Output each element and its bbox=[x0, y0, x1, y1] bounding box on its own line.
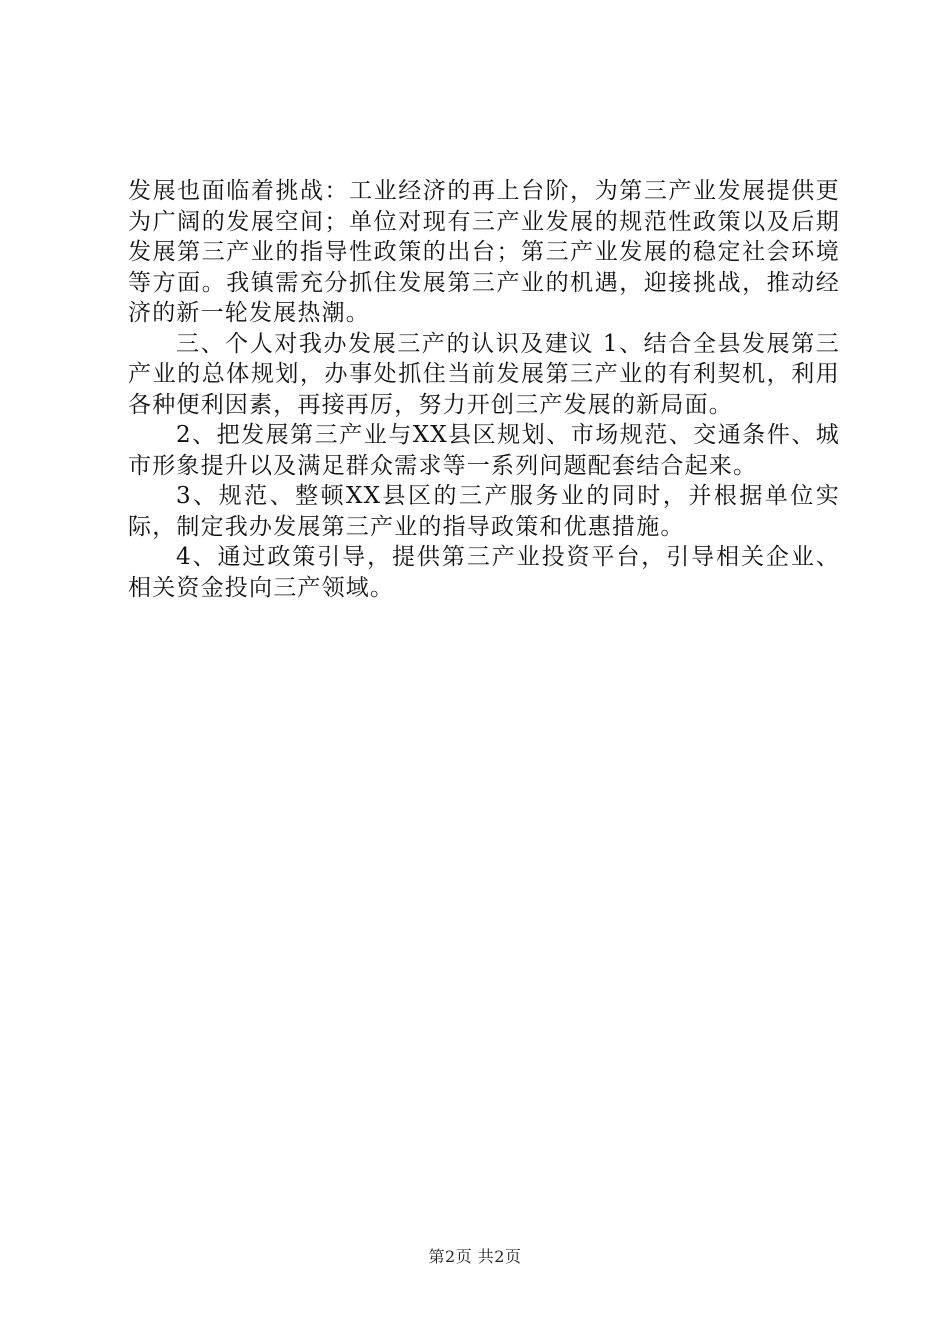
paragraph-section-three: 三、个人对我办发展三产的认识及建议 1、结合全县发展第三产业的总体规划，办事处抓住当前发展第三产业的有利契机，利用各种便利因素，再接再厉，努力开创三产发展的新局面。 bbox=[128, 330, 840, 418]
paragraph-item-two: 2、把发展第三产业与XX县区规划、市场规范、交通条件、城市形象提升以及满足群众需求等一系列问题配套结合起来。 bbox=[128, 422, 840, 479]
document-body bbox=[128, 176, 840, 603]
page-footer: 第2页 共2页 bbox=[428, 1247, 522, 1266]
paragraph-item-four: 4、通过政策引导，提供第三产业投资平台，引导相关企业、相关资金投向三产领域。 bbox=[128, 544, 840, 601]
paragraph-challenges: 发展也面临着挑战：工业经济的再上台阶，为第三产业发展提供更为广阔的发展空间；单位对现有三产业发展的规范性政策以及后期发展第三产业的指导性政策的出台；第三产业发展的稳定社会环境等方面。我镇需充分抓住发展第三产业的机遇，迎接挑战，推动经济的新一轮发展热潮。 bbox=[128, 178, 840, 326]
paragraph-item-three: 3、规范、整顿XX县区的三产服务业的同时，并根据单位实际，制定我办发展第三产业的指导政策和优惠措施。 bbox=[128, 483, 840, 540]
